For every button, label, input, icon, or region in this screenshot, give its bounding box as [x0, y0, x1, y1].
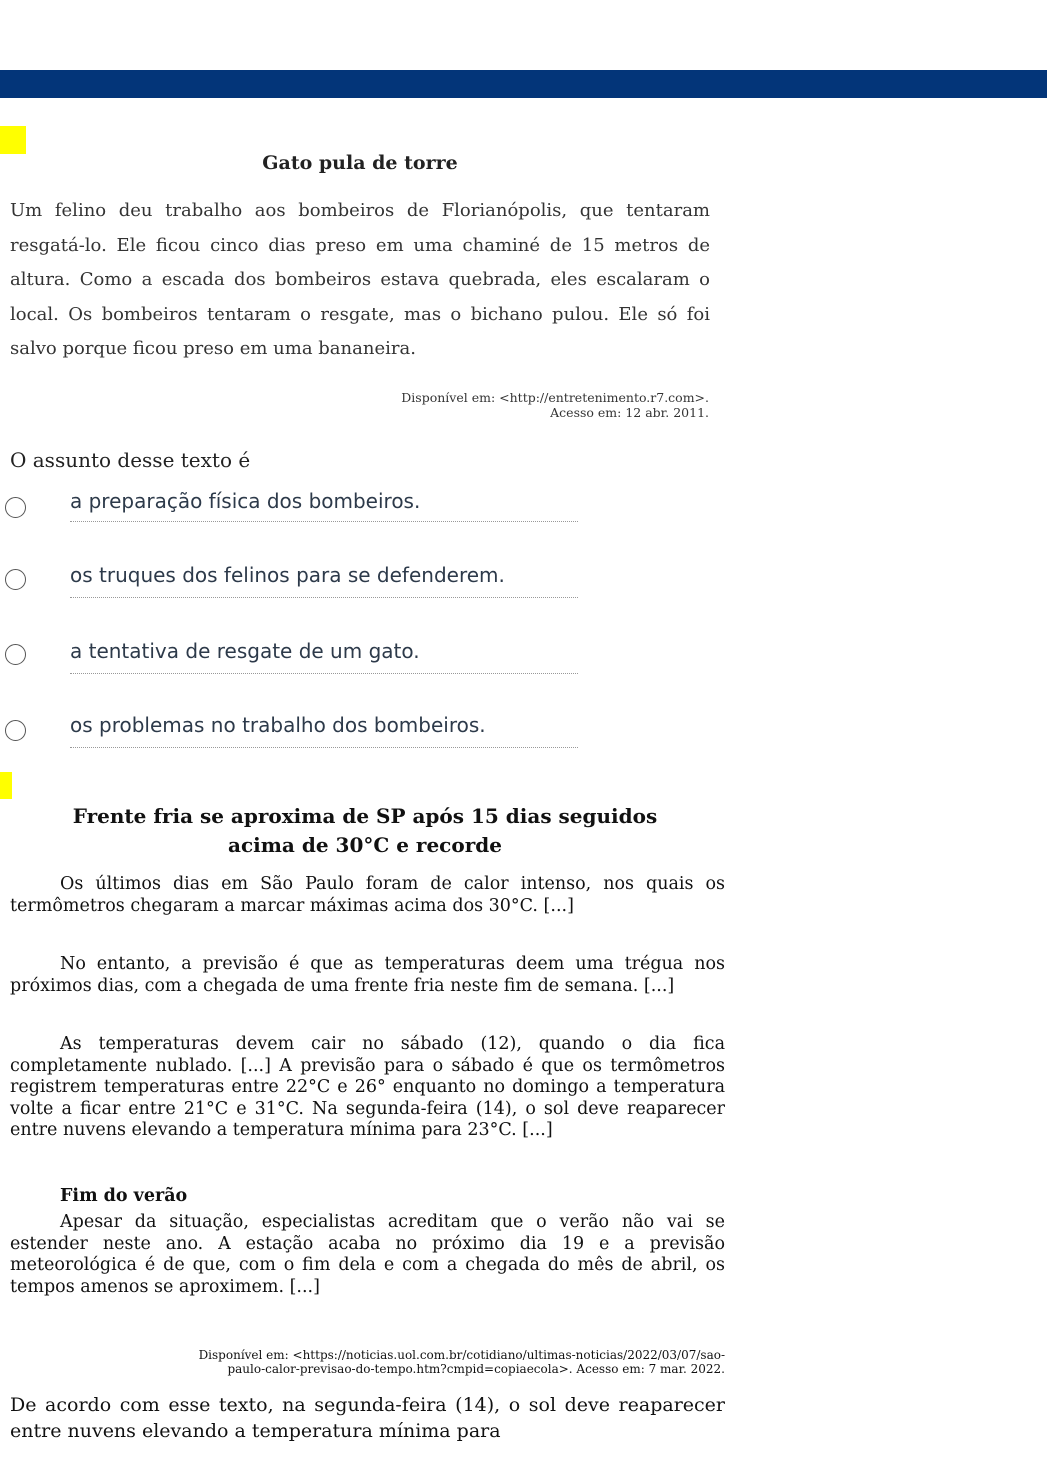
header-band [0, 70, 1047, 98]
option-label: a preparação física dos bombeiros. [70, 489, 421, 513]
radio-button[interactable] [5, 497, 26, 518]
source-line: Acesso em: 12 abr. 2011. [550, 405, 709, 420]
paragraph-text: No entanto, a previsão é que as temperaturas deem uma trégua nos próximos dias, com a chegada de uma frente fria neste fim de semana. [...] [10, 954, 725, 996]
article-subtitle: Fim do verão [60, 1186, 188, 1206]
radio-button[interactable] [5, 720, 26, 741]
article-paragraph [10, 874, 725, 917]
article-title [0, 802, 730, 860]
answer-option-d[interactable] [0, 707, 600, 767]
option-divider [70, 747, 578, 748]
paragraph-text: Os últimos dias em São Paulo foram de calor intenso, nos quais os termômetros chegaram a marcar máximas acima dos 30°C. [...] [10, 874, 725, 916]
article-source [10, 1348, 725, 1376]
text-source [401, 390, 709, 420]
title-line: acima de 30°C e recorde [228, 833, 502, 857]
source-line: paulo-calor-previsao-do-tempo.htm?cmpid=copiaecola>. Acesso em: 7 mar. 2022. [227, 1362, 725, 1376]
answer-option-a[interactable] [0, 480, 600, 540]
source-line: Disponível em: <http://entretenimento.r7.com>. [401, 390, 709, 405]
question-marker [0, 126, 26, 154]
question-prompt: De acordo com esse texto, na segunda-feira (14), o sol deve reaparecer entre nuvens elevando a temperatura mínima para [10, 1394, 725, 1442]
article-paragraph [10, 1034, 725, 1142]
option-label: os truques dos felinos para se defenderem. [70, 563, 505, 587]
radio-button[interactable] [5, 644, 26, 665]
article-paragraph [10, 1212, 725, 1298]
answer-option-b[interactable] [0, 557, 600, 617]
article-paragraph [10, 954, 725, 997]
title-line: Frente fria se aproxima de SP após 15 dias seguidos [72, 804, 658, 828]
radio-button[interactable] [5, 569, 26, 590]
text-title: Gato pula de torre [262, 152, 458, 174]
question-prompt: O assunto desse texto é [10, 448, 251, 472]
question-marker [0, 772, 12, 799]
option-divider [70, 673, 578, 674]
paragraph-text: Apesar da situação, especialistas acreditam que o verão não vai se estender neste ano. A estação acaba no próximo dia 19 e a previsão meteorológica é de que, com o fim dela e com a chegada do mês de abril, os tempos amenos se aproximem. [...] [10, 1212, 725, 1297]
option-label: a tentativa de resgate de um gato. [70, 639, 420, 663]
paragraph-text: As temperaturas devem cair no sábado (12), quando o dia fica completamente nublado. [...] A previsão para o sábado é que os termômetros registrem temperaturas entre 22°C e 26° enquanto no domingo a temperatura volte a ficar entre 21°C e 31°C. Na segunda-feira (14), o sol deve reaparecer entre nuvens elevando a temperatura mínima para 23°C. [...] [10, 1034, 725, 1140]
option-divider [70, 597, 578, 598]
option-label: os problemas no trabalho dos bombeiros. [70, 713, 486, 737]
option-divider [70, 521, 578, 522]
source-line: Disponível em: <https://noticias.uol.com.br/cotidiano/ultimas-noticias/2022/03/07/sao- [198, 1348, 725, 1362]
answer-option-c[interactable] [0, 633, 600, 693]
text-paragraph: Um felino deu trabalho aos bombeiros de Florianópolis, que tentaram resgatá-lo. Ele ficou cinco dias preso em uma chaminé de 15 metros de altura. Como a escada dos bombeiros estava quebrada, eles escalaram o local. Os bombeiros tentaram o resgate, mas o bichano pulou. Ele só foi salvo porque ficou preso em uma bananeira. [10, 200, 710, 359]
